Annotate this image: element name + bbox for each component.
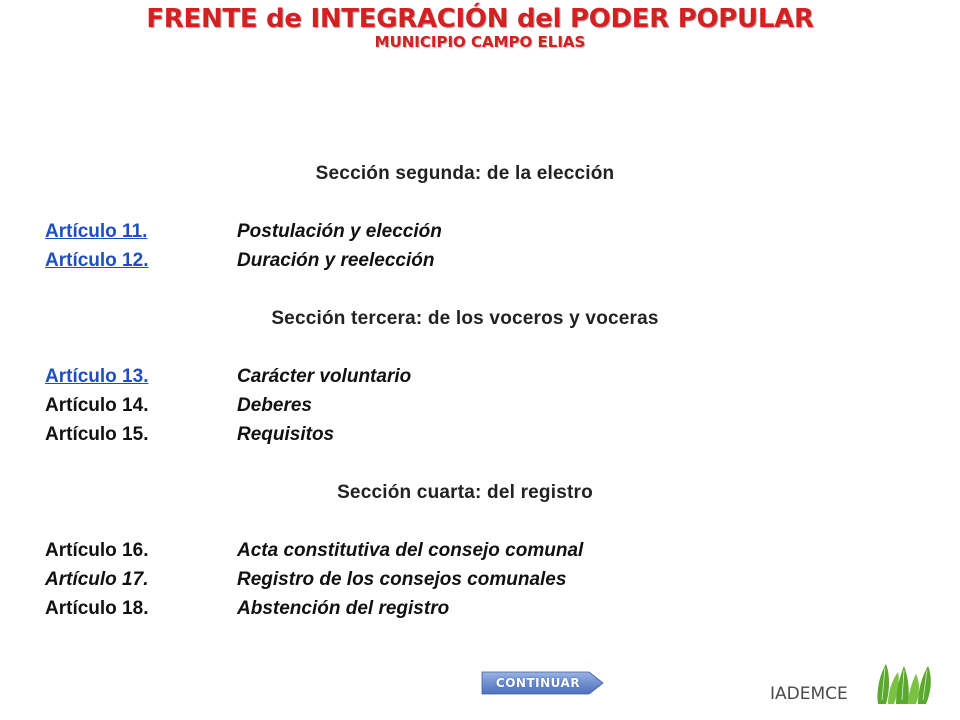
article-14-description: Deberes (237, 395, 312, 416)
article-17-number: Artículo 17. (45, 569, 149, 590)
section-title-segunda: Sección segunda: de la elección (315, 163, 615, 184)
section-title-cuarta: Sección cuarta: del registro (337, 482, 593, 503)
page-subtitle: MUNICIPIO CAMPO ELIAS (374, 33, 586, 51)
iademce-logo-icon (874, 660, 934, 708)
article-14-number: Artículo 14. (45, 395, 149, 416)
section-title-tercera: Sección tercera: de los voceros y voceras (271, 308, 659, 329)
article-16-number: Artículo 16. (45, 540, 149, 561)
article-11-link[interactable]: Artículo 11. (45, 221, 148, 242)
article-12-description: Duración y reelección (237, 250, 435, 271)
continue-button[interactable] (478, 668, 608, 698)
article-11-description: Postulación y elección (237, 221, 442, 242)
article-15-description: Requisitos (237, 424, 335, 445)
article-18-number: Artículo 18. (45, 598, 149, 619)
article-16-description: Acta constitutiva del consejo comunal (237, 540, 584, 561)
continue-button-label[interactable]: CONTINUAR (495, 676, 581, 690)
brand-name: IADEMCE (770, 684, 848, 704)
article-13-description: Carácter voluntario (237, 366, 412, 387)
article-18-description: Abstención del registro (237, 598, 450, 619)
article-13-link[interactable]: Artículo 13. (45, 366, 149, 387)
page-title: FRENTE de INTEGRACIÓN del PODER POPULAR (146, 4, 814, 34)
article-15-number: Artículo 15. (45, 424, 149, 445)
article-17-description: Registro de los consejos comunales (237, 569, 567, 590)
article-12-link[interactable]: Artículo 12. (45, 250, 149, 271)
